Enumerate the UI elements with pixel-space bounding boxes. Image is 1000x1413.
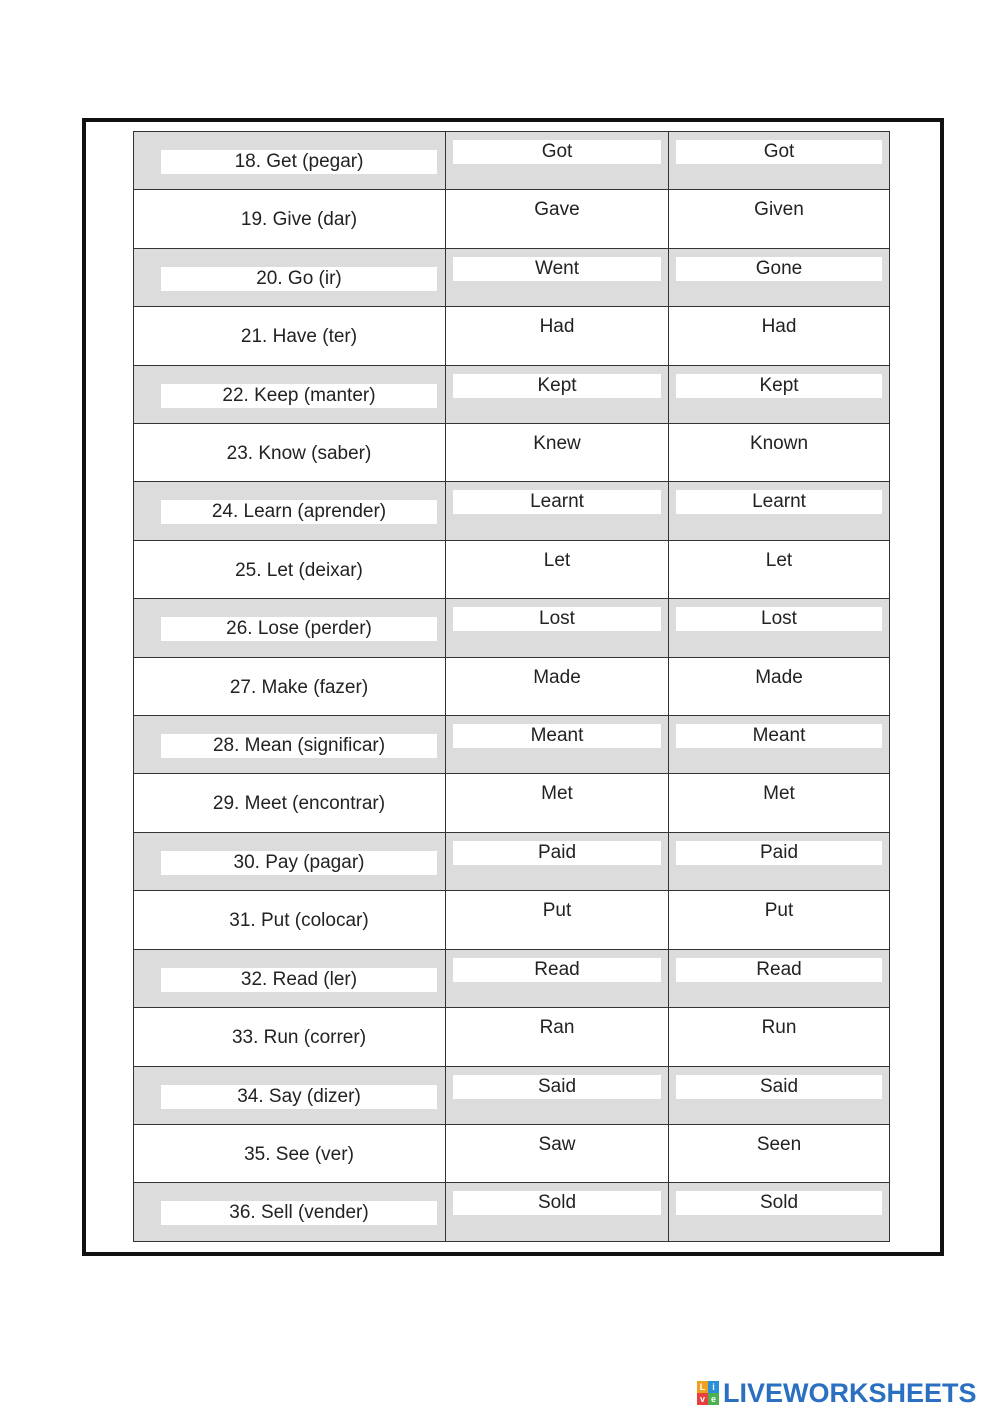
verb-row — [134, 540, 890, 598]
past-simple-field[interactable]: Went — [453, 257, 661, 281]
past-simple-field[interactable]: Kept — [453, 374, 661, 398]
base-form-cell: 21. Have (ter) — [240, 326, 358, 348]
past-participle-field[interactable]: Learnt — [676, 490, 882, 514]
verb-row — [134, 599, 890, 657]
base-form-cell — [134, 132, 446, 190]
verb-row — [134, 1183, 890, 1242]
verb-row — [134, 132, 890, 190]
past-simple-cell — [446, 1008, 669, 1066]
past-participle-field[interactable]: Paid — [676, 841, 882, 865]
past-simple-cell — [446, 248, 669, 306]
past-participle-cell — [669, 190, 890, 248]
verb-row — [134, 774, 890, 832]
base-form-cell — [134, 1124, 446, 1182]
past-participle-cell — [669, 365, 890, 423]
past-simple-field[interactable]: Had — [539, 316, 575, 338]
past-participle-field[interactable]: Seen — [756, 1133, 802, 1155]
past-participle-cell — [669, 1183, 890, 1242]
base-form-cell: 22. Keep (manter) — [161, 384, 437, 408]
verb-row — [134, 482, 890, 540]
past-participle-field[interactable]: Meant — [676, 724, 882, 748]
past-participle-cell — [669, 949, 890, 1007]
liveworksheets-logo-icon: L i v e — [697, 1381, 719, 1405]
verb-row — [134, 424, 890, 482]
past-simple-cell — [446, 832, 669, 890]
past-simple-cell — [446, 949, 669, 1007]
past-participle-field[interactable]: Made — [755, 666, 803, 688]
verb-row — [134, 832, 890, 890]
past-simple-cell — [446, 599, 669, 657]
base-form-cell — [134, 307, 446, 365]
past-simple-cell — [446, 482, 669, 540]
past-participle-cell — [669, 307, 890, 365]
past-simple-field[interactable]: Made — [533, 666, 581, 688]
past-simple-field[interactable]: Meant — [453, 724, 661, 748]
past-simple-field[interactable]: Let — [543, 549, 571, 571]
past-participle-field[interactable]: Lost — [676, 607, 882, 631]
base-form-cell — [134, 1066, 446, 1124]
base-form-cell: 28. Mean (significar) — [161, 734, 437, 758]
past-simple-field[interactable]: Knew — [533, 433, 581, 455]
past-participle-cell — [669, 482, 890, 540]
past-simple-field[interactable]: Saw — [538, 1133, 576, 1155]
verb-row — [134, 657, 890, 715]
past-participle-cell — [669, 540, 890, 598]
past-participle-cell — [669, 1066, 890, 1124]
past-participle-field[interactable]: Kept — [676, 374, 882, 398]
past-participle-cell — [669, 891, 890, 949]
past-simple-field[interactable]: Got — [453, 140, 661, 164]
irregular-verbs-table — [133, 131, 890, 1242]
past-participle-field[interactable]: Put — [764, 900, 794, 922]
base-form-cell: 18. Get (pegar) — [161, 150, 437, 174]
base-form-cell — [134, 248, 446, 306]
base-form-cell: 33. Run (correr) — [231, 1027, 367, 1049]
base-form-cell: 23. Know (saber) — [226, 443, 372, 465]
base-form-cell — [134, 540, 446, 598]
past-simple-cell — [446, 132, 669, 190]
base-form-cell: 25. Let (deixar) — [235, 559, 363, 581]
past-participle-cell — [669, 424, 890, 482]
base-form-cell — [134, 891, 446, 949]
past-simple-cell — [446, 891, 669, 949]
past-participle-field[interactable]: Had — [761, 316, 797, 338]
past-simple-field[interactable]: Read — [453, 958, 661, 982]
base-form-cell — [134, 657, 446, 715]
past-simple-cell — [446, 424, 669, 482]
base-form-cell: 24. Learn (aprender) — [161, 500, 437, 524]
past-participle-cell — [669, 774, 890, 832]
past-participle-cell — [669, 657, 890, 715]
base-form-cell: 32. Read (ler) — [161, 968, 437, 992]
base-form-cell — [134, 599, 446, 657]
past-simple-field[interactable]: Sold — [453, 1191, 661, 1215]
past-simple-cell — [446, 657, 669, 715]
past-participle-cell — [669, 132, 890, 190]
past-simple-field[interactable]: Said — [453, 1075, 661, 1099]
past-participle-cell — [669, 1124, 890, 1182]
past-participle-cell — [669, 716, 890, 774]
past-simple-field[interactable]: Put — [542, 900, 572, 922]
past-participle-cell — [669, 1008, 890, 1066]
base-form-cell: 36. Sell (vender) — [161, 1201, 437, 1225]
past-simple-field[interactable]: Paid — [453, 841, 661, 865]
base-form-cell: 27. Make (fazer) — [229, 676, 369, 698]
past-simple-cell — [446, 1066, 669, 1124]
past-participle-cell — [669, 599, 890, 657]
base-form-cell: 26. Lose (perder) — [161, 617, 437, 641]
past-simple-cell — [446, 774, 669, 832]
past-participle-field[interactable]: Met — [763, 783, 795, 805]
base-form-cell: 34. Say (dizer) — [161, 1085, 437, 1109]
past-participle-field[interactable]: Said — [676, 1075, 882, 1099]
past-simple-cell — [446, 1183, 669, 1242]
verb-row — [134, 1008, 890, 1066]
past-simple-cell — [446, 190, 669, 248]
base-form-cell — [134, 949, 446, 1007]
logo-text: LIVEWORKSHEETS — [723, 1377, 977, 1408]
past-simple-cell — [446, 716, 669, 774]
base-form-cell — [134, 424, 446, 482]
base-form-cell — [134, 190, 446, 248]
past-simple-field[interactable]: Learnt — [453, 490, 661, 514]
past-simple-field[interactable]: Met — [541, 783, 573, 805]
past-participle-field[interactable]: Read — [676, 958, 882, 982]
base-form-cell — [134, 1183, 446, 1242]
past-simple-field[interactable]: Lost — [453, 607, 661, 631]
verb-row — [134, 190, 890, 248]
past-participle-field[interactable]: Known — [749, 433, 809, 455]
base-form-cell — [134, 482, 446, 540]
base-form-cell: 29. Meet (encontrar) — [212, 793, 386, 815]
base-form-cell — [134, 365, 446, 423]
past-simple-field[interactable]: Gave — [534, 199, 580, 221]
verb-row — [134, 891, 890, 949]
past-participle-cell — [669, 832, 890, 890]
base-form-cell — [134, 1008, 446, 1066]
verb-row — [134, 248, 890, 306]
past-participle-field[interactable]: Let — [765, 549, 793, 571]
base-form-cell: 30. Pay (pagar) — [161, 851, 437, 875]
verb-row — [134, 365, 890, 423]
base-form-cell — [134, 832, 446, 890]
past-participle-cell — [669, 248, 890, 306]
verb-row — [134, 307, 890, 365]
verb-row — [134, 949, 890, 1007]
past-participle-field[interactable]: Given — [754, 199, 804, 221]
verb-row — [134, 1066, 890, 1124]
past-simple-cell — [446, 307, 669, 365]
past-participle-field[interactable]: Got — [676, 140, 882, 164]
base-form-cell — [134, 716, 446, 774]
past-simple-cell — [446, 540, 669, 598]
base-form-cell: 31. Put (colocar) — [229, 910, 369, 932]
past-simple-cell — [446, 1124, 669, 1182]
verb-row — [134, 716, 890, 774]
past-participle-field[interactable]: Run — [761, 1017, 797, 1039]
verb-row — [134, 1124, 890, 1182]
past-simple-field[interactable]: Ran — [539, 1017, 575, 1039]
past-participle-field[interactable]: Gone — [676, 257, 882, 281]
base-form-cell: 35. See (ver) — [244, 1143, 354, 1165]
base-form-cell: 20. Go (ir) — [161, 267, 437, 291]
liveworksheets-logo — [697, 1378, 977, 1408]
past-simple-cell — [446, 365, 669, 423]
base-form-cell: 19. Give (dar) — [240, 209, 358, 231]
past-participle-field[interactable]: Sold — [676, 1191, 882, 1215]
base-form-cell — [134, 774, 446, 832]
